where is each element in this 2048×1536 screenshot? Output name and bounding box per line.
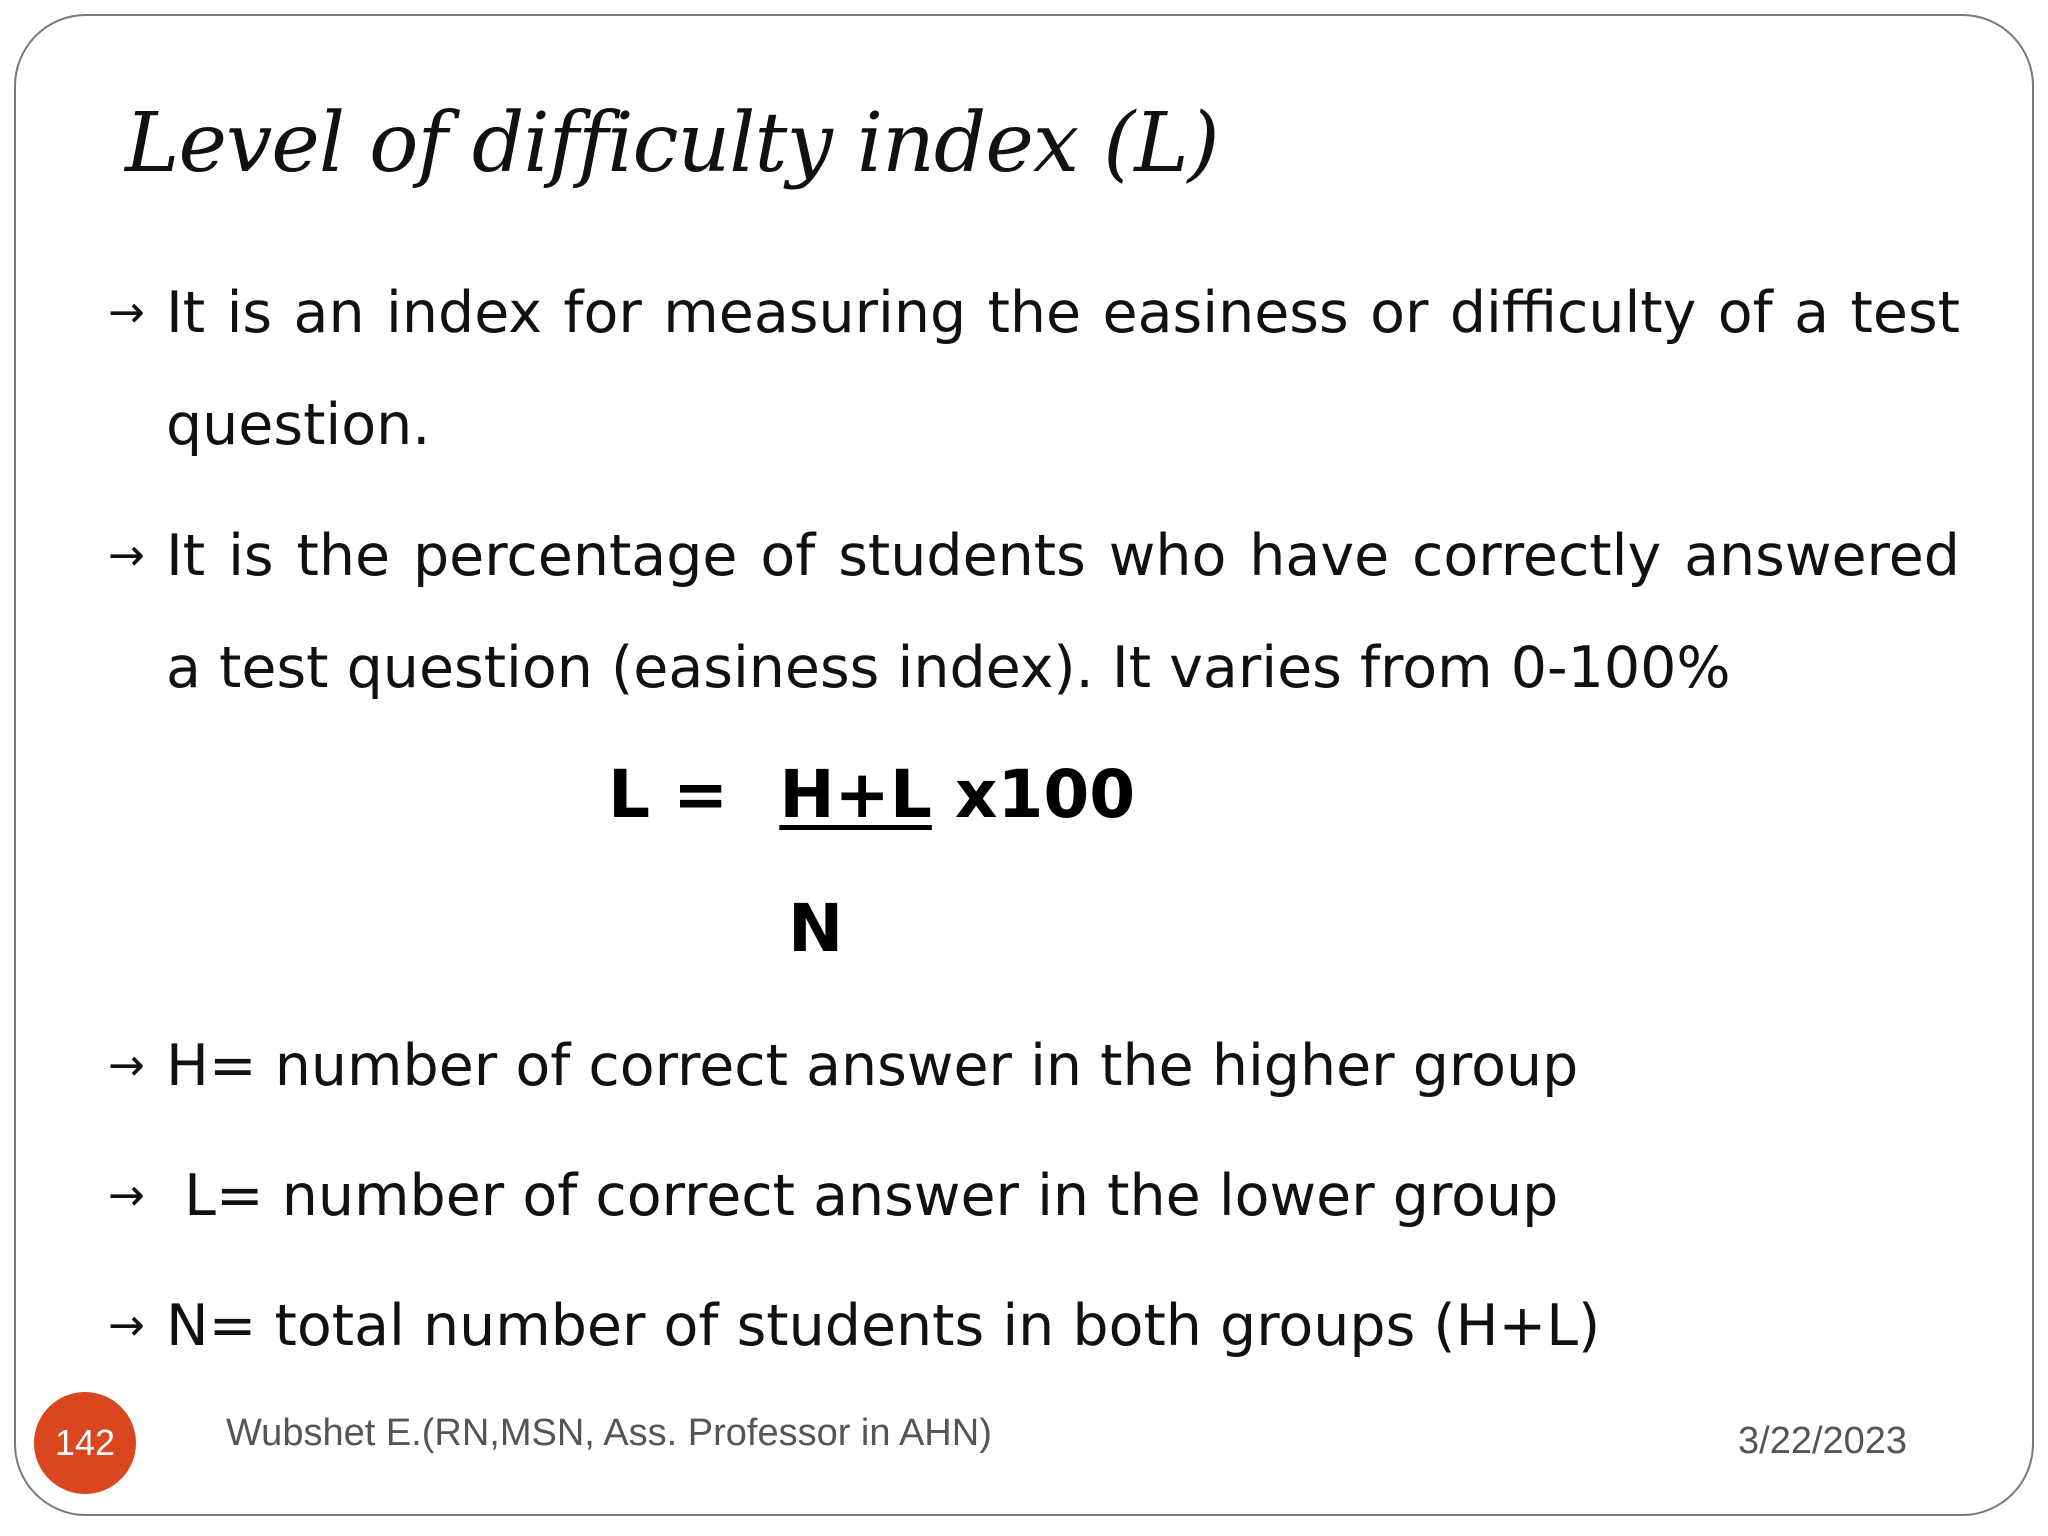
arrow-icon: →	[108, 1170, 145, 1221]
arrow-icon: →	[108, 287, 145, 338]
footer-author: Wubshet E.(RN,MSN, Ass. Professor in AHN)	[226, 1412, 992, 1454]
formula-multiplier: x100	[931, 756, 1136, 833]
bullet-text-5: N= total number of students in both groups (H+L)	[166, 1293, 1601, 1359]
bullet-item-2	[108, 500, 1960, 724]
arrow-icon: →	[108, 530, 145, 581]
arrow-icon: →	[108, 1040, 145, 1091]
bullet-item-3	[108, 1010, 1708, 1122]
formula-lhs: L =	[608, 756, 752, 833]
bullet-text-3: H= number of correct answer in the higher group	[166, 1033, 1579, 1099]
formula-numerator: H+L	[779, 756, 932, 833]
formula-denominator: N	[788, 890, 844, 967]
bullet-text-2: It is the percentage of students who have correctly answered a test question (easiness index). It varies from 0-100%	[166, 523, 1960, 701]
bullet-item-4	[108, 1140, 1708, 1252]
footer-date: 3/22/2023	[1738, 1420, 1908, 1462]
bullet-item-5	[108, 1270, 1708, 1382]
bullet-text-4: L= number of correct answer in the lower group	[166, 1163, 1559, 1229]
slide-title: Level of difficulty index (L)	[125, 96, 1219, 191]
formula-main	[608, 756, 1135, 833]
arrow-icon: →	[108, 1300, 145, 1351]
page-number-badge: 142	[34, 1392, 136, 1494]
bullet-item-1	[108, 257, 1960, 481]
bullet-text-1: It is an index for measuring the easiness or difficulty of a test question.	[166, 280, 1960, 458]
